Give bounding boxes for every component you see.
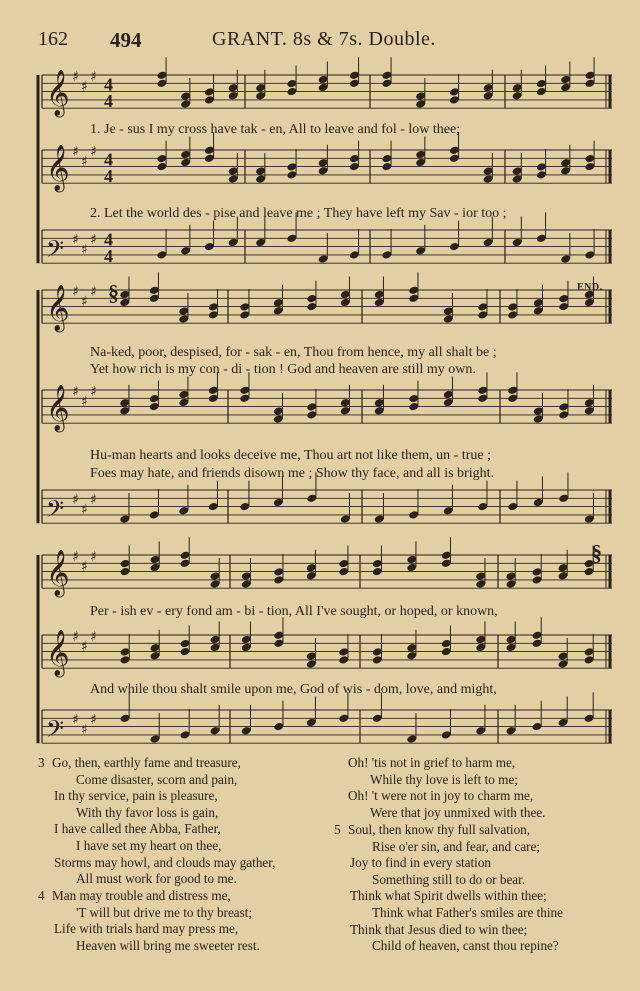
sharp-sign: ♯ (81, 242, 88, 258)
treble-clef: 𝄞 (46, 145, 70, 192)
bass-clef: 𝄢 (46, 715, 65, 749)
treble-clef: 𝄞 (46, 385, 70, 432)
sharp-sign: ♯ (81, 502, 88, 518)
time-signature: 4 (104, 91, 113, 112)
verse-number: 3 (38, 755, 45, 770)
sharp-sign: ♯ (90, 144, 97, 160)
verse-5: 5 Soul, then know thy full salvation, Rise o'er sin, and fear, and care; Joy to find in every station Something still to do or bear. Think what Spirit dwells within thee; Think what Father's smiles are thine Think that Jesus died to win thee; Child of heaven, canst thou repine? (334, 822, 563, 954)
lyric-line: 1. Je - sus I my cross have tak - en, All to leave and fol - low thee; (90, 122, 461, 137)
sharp-sign: ♯ (72, 492, 79, 508)
hymn-title: GRANT. 8s & 7s. Double. (212, 28, 436, 50)
time-signature: 4 (104, 246, 113, 267)
sharp-sign: ♯ (72, 384, 79, 400)
sharp-sign: ♯ (90, 69, 97, 85)
lyric-line: And while thou shalt smile upon me, God of wis - dom, love, and might, (90, 682, 497, 697)
verse-4: 4 Man may trouble and distress me, 'T will but drive me to thy breast; Life with trials hard may press me, Heaven will bring me sweeter rest. (38, 888, 260, 953)
time-signature: 4 (104, 229, 113, 250)
sharp-sign: ♯ (81, 559, 88, 575)
sharp-sign: ♯ (72, 629, 79, 645)
time-signature: 4 (104, 74, 113, 95)
sharp-sign: ♯ (90, 549, 97, 565)
treble-clef: 𝄞 (46, 630, 70, 677)
sharp-sign: ♯ (90, 629, 97, 645)
verse-continuation: Oh! 'tis not in grief to harm me, While thy love is left to me; Oh! 't were not in joy to charm me, Were that joy unmixed with thee. (348, 755, 546, 820)
sharp-sign: ♯ (81, 154, 88, 170)
sharp-sign: ♯ (90, 492, 97, 508)
sharp-sign: ♯ (81, 294, 88, 310)
lyric-line: Foes may hate, and friends disown me ; Show thy face, and all is bright. (90, 466, 494, 481)
end-marker: END. (577, 282, 603, 293)
sharp-sign: ♯ (72, 232, 79, 248)
segno-sign: § (591, 540, 602, 565)
lyric-line: Per - ish ev - ery fond am - bi - tion, All I've sought, or hoped, or known, (90, 604, 498, 619)
time-signature: 4 (104, 166, 113, 187)
sharp-sign: ♯ (90, 284, 97, 300)
bass-clef: 𝄢 (46, 495, 65, 529)
time-signature: 4 (104, 149, 113, 170)
sharp-sign: ♯ (90, 384, 97, 400)
segno-sign: § (108, 280, 119, 305)
sharp-sign: ♯ (72, 144, 79, 160)
page-number: 162 (38, 28, 68, 50)
sharp-sign: ♯ (72, 284, 79, 300)
lyric-line: Hu-man hearts and looks deceive me, Thou art not like them, un - true ; (90, 448, 491, 463)
sharp-sign: ♯ (81, 722, 88, 738)
sharp-sign: ♯ (90, 712, 97, 728)
verse-number: 4 (38, 888, 45, 903)
treble-clef: 𝄞 (46, 285, 70, 332)
sharp-sign: ♯ (81, 639, 88, 655)
sharp-sign: ♯ (81, 394, 88, 410)
lyric-line: Na-ked, poor, despised, for - sak - en, Thou from hence, my all shalt be ; (90, 345, 497, 360)
sharp-sign: ♯ (72, 549, 79, 565)
verse-3: 3 Go, then, earthly fame and treasure, Come disaster, scorn and pain, In thy service, pain is pleasure, With thy favor loss is gain, I have called thee Abba, Father, I have set my heart on thee, Storms may howl, and clouds may gather, All must work for good to me. (38, 755, 276, 887)
bass-clef: 𝄢 (46, 235, 65, 269)
treble-clef: 𝄞 (46, 550, 70, 597)
lyric-line: 2. Let the world des - pise and leave me ; They have left my Sav - ior too ; (90, 206, 507, 221)
lyric-line: Yet how rich is my con - di - tion ! God and heaven are still my own. (90, 362, 476, 377)
sharp-sign: ♯ (90, 232, 97, 248)
treble-clef: 𝄞 (46, 70, 70, 117)
verse-number: 5 (334, 822, 341, 837)
hymn-number: 494 (110, 28, 142, 52)
sharp-sign: ♯ (81, 79, 88, 95)
sharp-sign: ♯ (72, 712, 79, 728)
sharp-sign: ♯ (72, 69, 79, 85)
